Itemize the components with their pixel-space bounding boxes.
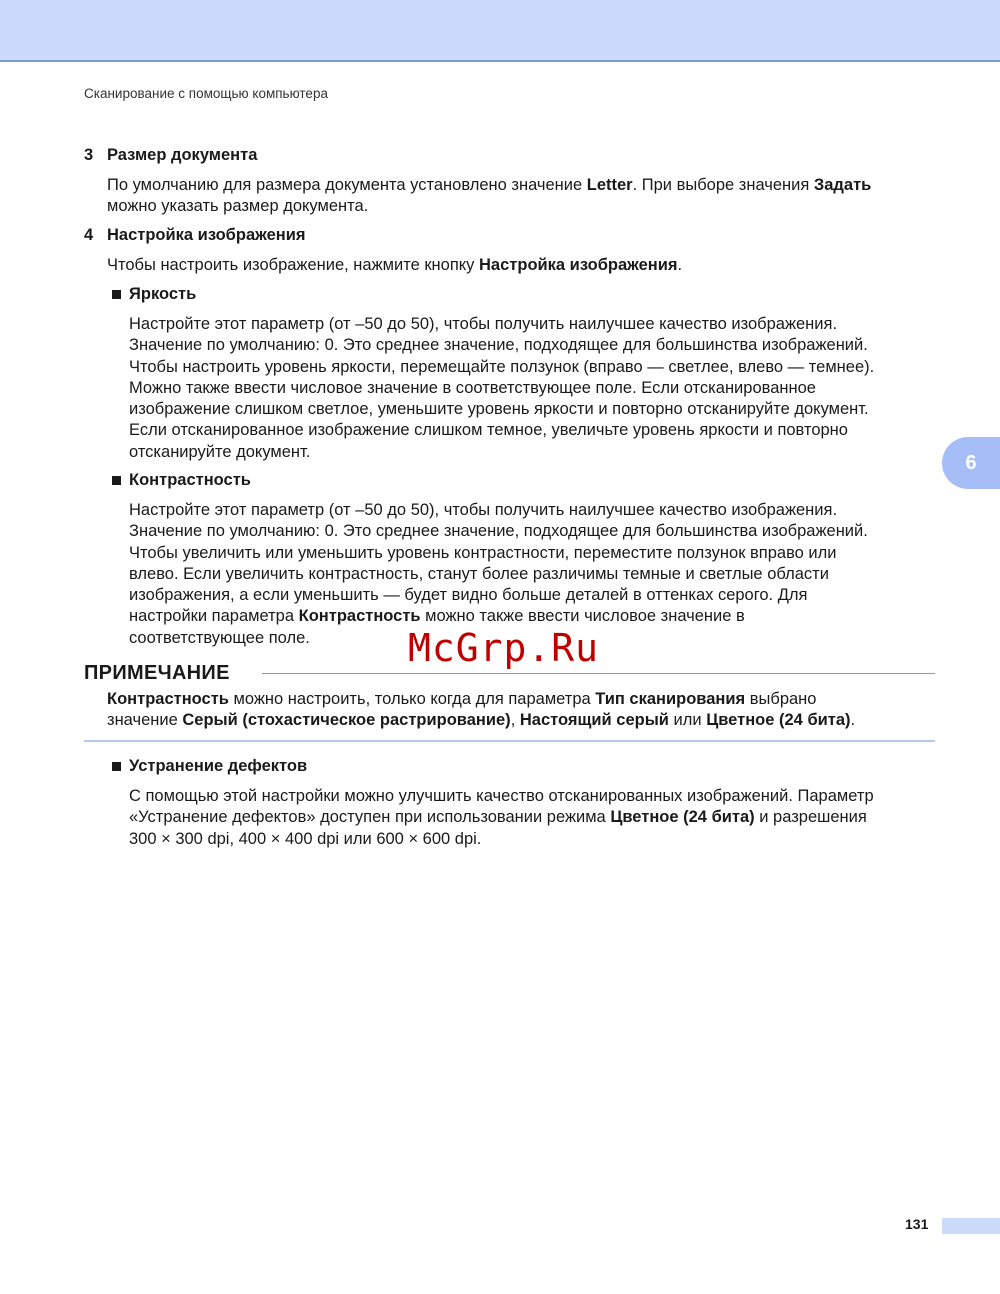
step-4-number: 4 (84, 226, 94, 244)
text-span: выбрано (745, 690, 817, 708)
text-span: можно настроить, только когда для параметра (228, 690, 596, 708)
text-span: настройки параметра (129, 607, 299, 626)
text-span: По умолчанию для размера документа установлено значение (107, 176, 587, 194)
bullet-square-icon (112, 476, 121, 485)
param-contrast: Контрастность (107, 690, 229, 708)
text-line: изображение слишком светлое, уменьшите уровень яркости и повторно отсканируйте документ. (129, 400, 869, 419)
watermark-logo: McGrp.Ru (408, 626, 600, 670)
text-span: . При выборе значения (632, 176, 814, 194)
value-custom: Задать (813, 176, 872, 194)
text-line: Если отсканированное изображение слишком темное, увеличьте уровень яркости и повторно (129, 421, 848, 440)
text-span: и разрешения (754, 808, 867, 827)
text-line: соответствующее поле. (129, 628, 310, 647)
page-number: 131 (905, 1216, 929, 1232)
text-line: Настройте этот параметр (от –50 до 50), чтобы получить наилучшее качество изображения. (129, 501, 838, 519)
text-line: С помощью этой настройки можно улучшить качество отсканированных изображений. Параметр (129, 787, 874, 805)
text-line: 300 × 300 dpi, 400 × 400 dpi или 600 × 600 dpi. (129, 829, 482, 848)
text-line: влево. Если увеличить контрастность, станут более различимы темные и светлые области (129, 564, 829, 583)
chapter-tab: 6 (942, 437, 1000, 489)
text-span: или (668, 711, 707, 730)
top-header-band (0, 0, 1000, 62)
note-paragraph (107, 689, 947, 732)
note-title: ПРИМЕЧАНИЕ (84, 662, 230, 684)
brightness-title: Яркость (129, 285, 197, 303)
text-span: значение (107, 711, 183, 730)
text-span: можно также ввести числовое значение в (420, 607, 745, 626)
text-line: изображения, а если уменьшить — будет видно больше деталей в оттенках серого. Для (129, 586, 808, 605)
page-number-bar (942, 1218, 1000, 1234)
bullet-square-icon (112, 290, 121, 299)
text-line: Настройте этот параметр (от –50 до 50), чтобы получить наилучшее качество изображения. (129, 315, 838, 333)
note-divider-top (262, 673, 935, 674)
contrast-title: Контрастность (129, 471, 251, 489)
text-span: , (510, 711, 520, 730)
value-24bit-color: Цветное (24 бита) (706, 711, 851, 730)
bullet-square-icon (112, 762, 121, 771)
text-line: Значение по умолчанию: 0. Это среднее значение, подходящее для большинства изображений. (129, 522, 868, 541)
running-header: Сканирование с помощью компьютера (84, 86, 328, 101)
text-span: можно указать размер документа. (107, 197, 369, 216)
brightness-paragraph (129, 314, 949, 463)
note-divider-bottom (84, 740, 935, 742)
value-true-gray: Настоящий серый (519, 711, 669, 730)
step-3-paragraph (107, 175, 947, 218)
descreen-title: Устранение дефектов (129, 757, 308, 775)
text-line: Значение по умолчанию: 0. Это среднее значение, подходящее для большинства изображений. (129, 336, 868, 355)
param-contrast: Контрастность (298, 607, 421, 626)
param-scan-type: Тип сканирования (595, 690, 746, 708)
text-span: Чтобы настроить изображение, нажмите кнопку (107, 256, 480, 274)
step-3-title: Размер документа (107, 146, 258, 164)
value-letter: Letter (586, 176, 633, 194)
value-24bit-color: Цветное (24 бита) (610, 808, 755, 827)
button-name-image-adjust: Настройка изображения (479, 256, 678, 274)
step-3-number: 3 (84, 146, 94, 164)
value-gray-error-diffusion: Серый (стохастическое растрирование) (182, 711, 511, 730)
descreen-paragraph (129, 786, 949, 850)
text-span: . (677, 256, 683, 274)
step-4-title: Настройка изображения (107, 226, 306, 244)
text-line: Можно также ввести числовое значение в соответствующее поле. Если отсканированное (129, 378, 816, 397)
step-4-paragraph (107, 255, 947, 276)
text-line: Чтобы настроить уровень яркости, перемещайте ползунок (вправо — светлее, влево — темнее). (129, 357, 875, 376)
text-line: Чтобы увеличить или уменьшить уровень контрастности, переместите ползунок вправо или (129, 543, 837, 562)
text-line: отсканируйте документ. (129, 442, 311, 461)
text-span: «Устранение дефектов» доступен при использовании режима (129, 808, 611, 827)
text-span: . (850, 711, 856, 730)
